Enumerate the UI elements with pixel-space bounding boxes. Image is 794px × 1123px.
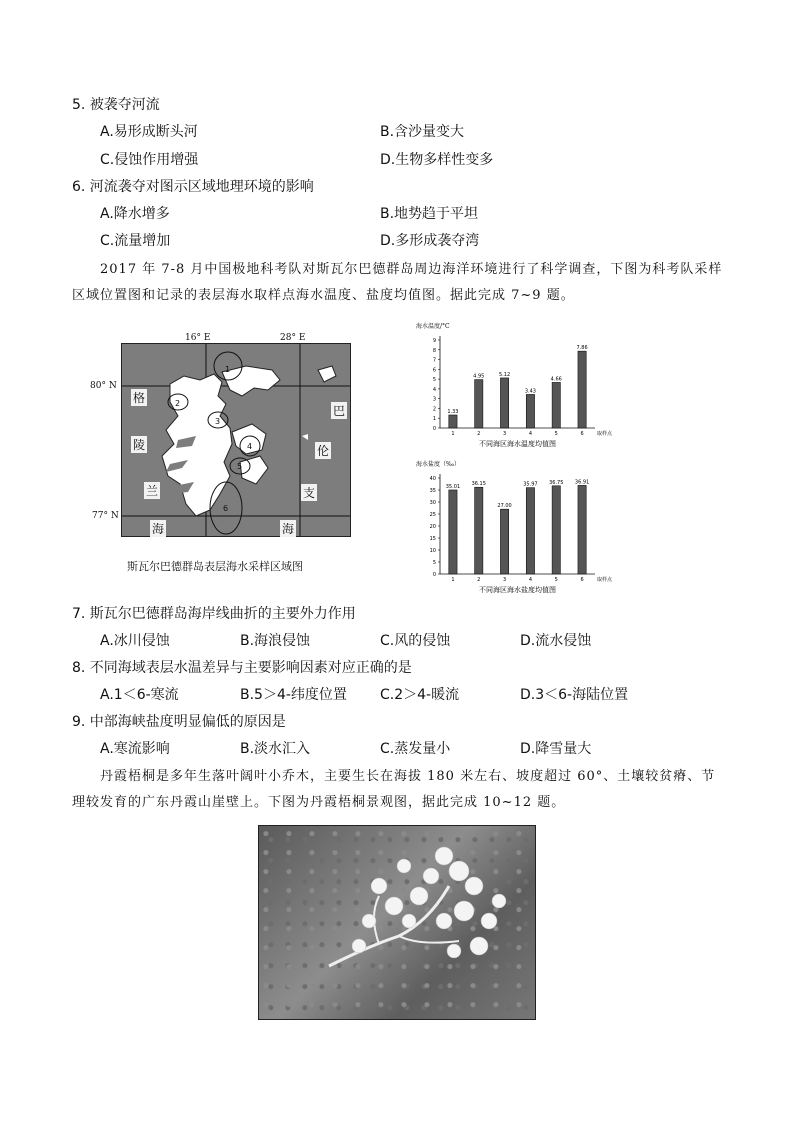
chart1-ytick-label: 4: [432, 386, 436, 393]
chart2-ytick-label: 0: [432, 572, 436, 578]
q5-option-c: C.侵蚀作用增强: [100, 152, 199, 168]
chart1-ytick-label: 6: [432, 367, 436, 374]
svalbard-map-graphic: [122, 344, 350, 536]
chart1-xtick-label: 2: [477, 431, 481, 437]
q5-stem: 5. 被袭夺河流: [72, 97, 160, 113]
q9-option-d: D.降雪量大: [520, 741, 592, 757]
q7-option-c: C.风的侵蚀: [380, 633, 451, 649]
q8-option-b: B.5＞4-纬度位置: [240, 687, 347, 703]
map-label-lan: 兰: [146, 484, 159, 498]
chart2-bar: [552, 486, 560, 574]
intro-paragraph-2: 丹霞梧桐是多年生落叶阔叶小乔木，主要生长在海拔 180 米左右、坡度超过 60°、土壤较贫瘠、节理较发育的广东丹霞山崖壁上。下图为丹霞梧桐景观图，据此完成 10~12 题。: [72, 769, 716, 810]
chart2-ytick-label: 20: [429, 524, 436, 530]
danxia-wutong-plant: [259, 826, 535, 1019]
map-point-1: 1: [225, 365, 231, 374]
q6-option-c: C.流量增加: [100, 233, 171, 249]
salinity-bar-chart: [410, 460, 613, 600]
chart2-bar: [475, 487, 483, 574]
chart1-ytick-label: 9: [432, 338, 436, 344]
chart1-bar: [475, 380, 483, 428]
chart2-bar: [578, 485, 586, 574]
map-caption: 斯瓦尔巴德群岛表层海水采样区域图: [127, 560, 303, 573]
chart1-data-label: 4.66: [550, 376, 562, 383]
chart2-ytick-label: 5: [432, 560, 436, 566]
map-label-hai-east: 海: [282, 522, 295, 536]
q6-option-a: A.降水增多: [100, 206, 170, 222]
map-lat-label-80n: 80° N: [90, 381, 117, 391]
chart2-data-label: 27.00: [497, 503, 512, 510]
map-label-hai-west: 海: [152, 522, 165, 536]
chart2-ytick-label: 10: [429, 548, 436, 554]
chart1-bar: [500, 378, 508, 428]
chart2-data-label: 36.15: [471, 481, 486, 488]
chart2-ytick-label: 25: [429, 512, 436, 518]
map-lon-label-16e: 16° E: [185, 333, 211, 343]
q5-option-d: D.生物多样性变多: [380, 152, 494, 168]
chart1-data-label: 1.33: [447, 408, 459, 415]
chart2-ytick-label: 30: [429, 500, 436, 506]
chart1-title: 不同海区海水温度均值图: [479, 440, 556, 448]
q5-option-a: A.易形成断头河: [100, 124, 198, 140]
chart2-xtick-label: 3: [502, 577, 507, 583]
chart1-xtick-label: 4: [528, 431, 533, 437]
chart1-xtick-label: 6: [580, 431, 584, 437]
svalbard-sampling-map: [121, 343, 351, 537]
chart1-ytick-label: 1: [432, 416, 436, 423]
chart2-xlabel: 取样点: [597, 577, 613, 583]
chart2-xtick-label: 4: [528, 577, 533, 583]
chart2-bar: [500, 509, 508, 574]
chart2-xtick-label: 5: [554, 577, 558, 583]
map-point-6: 6: [223, 504, 229, 513]
q9-option-a: A.寒流影响: [100, 741, 170, 757]
q5-option-b: B.含沙量变大: [380, 124, 465, 140]
chart1-bar: [449, 415, 457, 428]
q8-option-a: A.1＜6-寒流: [100, 687, 179, 703]
chart1-data-label: 5.12: [499, 371, 511, 378]
chart1-bar: [552, 382, 560, 428]
temperature-bar-chart: [410, 318, 613, 450]
chart2-ytick-label: 40: [429, 476, 436, 482]
map-point-2: 2: [175, 399, 181, 408]
chart1-ylabel: 海水温度/°C: [416, 323, 450, 330]
q8-stem: 8. 不同海域表层水温差异与主要影响因素对应正确的是: [72, 660, 412, 676]
q9-stem: 9. 中部海峡盐度明显偏低的原因是: [72, 714, 286, 730]
chart1-ytick-label: 8: [432, 347, 436, 354]
map-label-ba: 巴: [333, 404, 346, 418]
chart2-data-label: 36.91: [574, 479, 590, 486]
chart1-xlabel: 取样点: [597, 431, 613, 437]
q7-option-b: B.海浪侵蚀: [240, 633, 311, 649]
chart1-ytick-label: 3: [432, 396, 436, 403]
chart2-bar: [526, 488, 534, 574]
danxia-wutong-photo: [258, 825, 536, 1020]
q6-option-b: B.地势趋于平坦: [380, 206, 479, 222]
map-point-4: 4: [247, 442, 253, 451]
map-label-zhi: 支: [303, 486, 316, 500]
chart1-ytick-label: 2: [432, 406, 436, 413]
chart1-bar: [578, 351, 586, 428]
q6-option-d: D.多形成袭夺湾: [380, 233, 480, 249]
chart1-data-label: 3.43: [524, 388, 536, 395]
map-label-lun: 伦: [317, 444, 330, 458]
q7-option-a: A.冰川侵蚀: [100, 633, 170, 649]
chart1-xtick-label: 5: [554, 431, 558, 437]
intro-paragraph-1: 2017 年 7-8 月中国极地科考队对斯瓦尔巴德群岛周边海洋环境进行了科学调查，下图为科考队采样区域位置图和记录的表层海水取样点海水温度、盐度均值图。据此完成 7~9 题。: [72, 262, 723, 303]
chart2-title: 不同海区海水盐度均值图: [479, 586, 556, 594]
map-label-ling: 陵: [133, 438, 146, 452]
q9-option-b: B.淡水汇入: [240, 741, 311, 757]
chart1-xtick-label: 3: [502, 431, 507, 437]
q8-option-d: D.3＜6-海陆位置: [520, 687, 629, 703]
chart2-ytick-label: 15: [429, 536, 436, 542]
chart1-ytick-label: 0: [432, 426, 436, 432]
chart1-ytick-label: 7: [432, 357, 436, 364]
chart1-data-label: 7.86: [576, 345, 588, 352]
chart1-bar: [526, 394, 534, 428]
chart2-bar: [449, 490, 457, 574]
map-point-5: 5: [237, 462, 243, 471]
chart2-ytick-label: 35: [429, 488, 436, 494]
chart1-xtick-label: 1: [451, 431, 455, 437]
chart2-data-label: 35.01: [445, 483, 461, 490]
chart2-xtick-label: 1: [451, 577, 455, 583]
chart1-ytick-label: 5: [432, 377, 436, 384]
chart2-xtick-label: 6: [580, 577, 584, 583]
map-label-ge: 格: [133, 391, 146, 405]
q6-stem: 6. 河流袭夺对图示区域地理环境的影响: [72, 179, 314, 195]
map-lat-label-77n: 77° N: [92, 511, 119, 521]
map-lon-label-28e: 28° E: [280, 333, 306, 343]
q7-stem: 7. 斯瓦尔巴德群岛海岸线曲折的主要外力作用: [72, 606, 356, 622]
map-point-3: 3: [215, 417, 221, 426]
chart2-data-label: 35.97: [523, 481, 538, 488]
chart2-data-label: 36.75: [549, 479, 564, 486]
q7-option-d: D.流水侵蚀: [520, 633, 592, 649]
q8-option-c: C.2＞4-暖流: [380, 687, 460, 703]
chart2-xtick-label: 2: [477, 577, 481, 583]
chart2-ylabel: 海水盐度（‰）: [416, 461, 461, 468]
q9-option-c: C.蒸发量小: [380, 741, 451, 757]
chart1-data-label: 4.95: [473, 373, 485, 380]
